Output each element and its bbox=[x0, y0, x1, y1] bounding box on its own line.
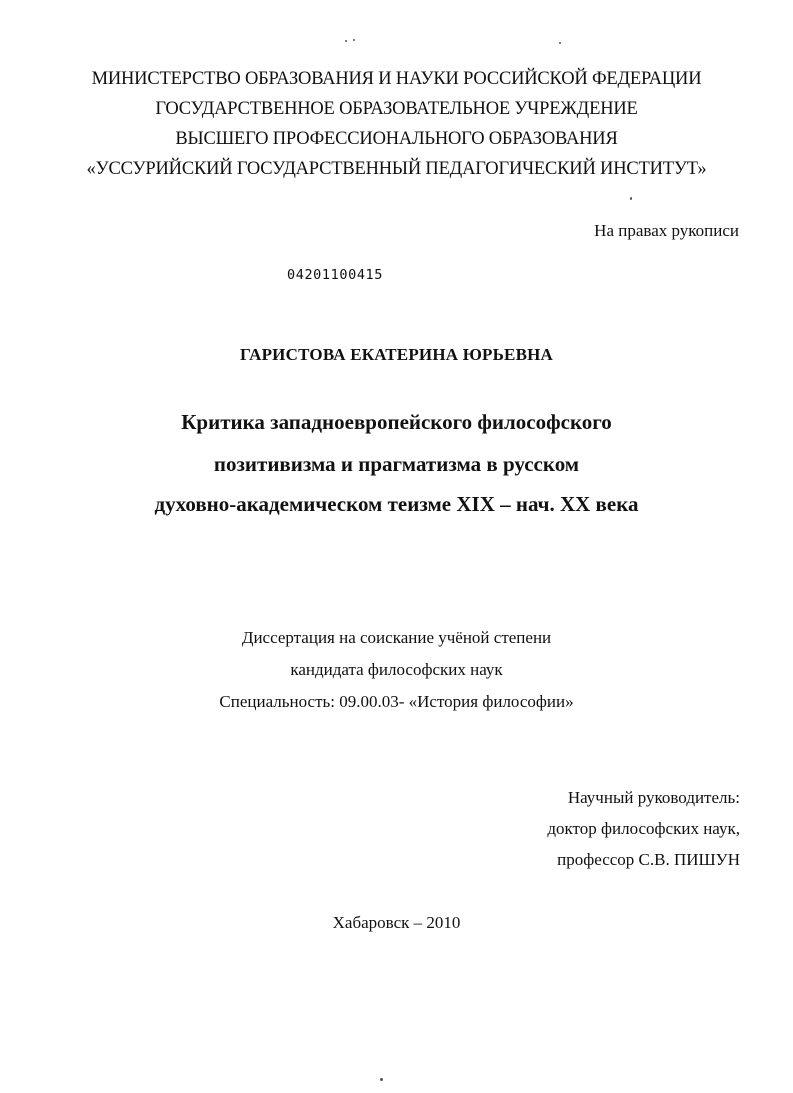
scan-speck bbox=[630, 197, 632, 200]
scan-speck bbox=[353, 39, 355, 41]
institution-line-3: ВЫСШЕГО ПРОФЕССИОНАЛЬНОГО ОБРАЗОВАНИЯ bbox=[175, 129, 618, 149]
city-year: Хабаровск – 2010 bbox=[332, 913, 461, 932]
scan-speck bbox=[559, 42, 561, 44]
author-name: ГАРИСТОВА ЕКАТЕРИНА ЮРЬЕВНА bbox=[239, 345, 554, 364]
degree-line-2: кандидата философских наук bbox=[290, 660, 503, 679]
advisor-degree: доктор философских наук, bbox=[547, 819, 740, 838]
registration-number: 04201100415 bbox=[287, 267, 384, 283]
advisor-name: профессор С.В. ПИШУН bbox=[557, 850, 740, 869]
degree-line-1: Диссертация на соискание учёной степени bbox=[241, 628, 552, 647]
specialty-line: Специальность: 09.00.03- «История философии» bbox=[219, 692, 574, 711]
thesis-title-line-1: Критика западноевропейского философского bbox=[181, 410, 612, 434]
scan-speck bbox=[380, 1078, 383, 1081]
thesis-title-line-3: духовно-академическом теизме XIX – нач. XX века bbox=[154, 492, 639, 516]
scan-speck bbox=[345, 40, 347, 42]
institution-line-1: МИНИСТЕРСТВО ОБРАЗОВАНИЯ И НАУКИ РОССИЙСКОЙ ФЕДЕРАЦИИ bbox=[91, 69, 702, 89]
institution-line-4: «УССУРИЙСКИЙ ГОСУДАРСТВЕННЫЙ ПЕДАГОГИЧЕСКИЙ ИНСТИТУТ» bbox=[86, 159, 707, 179]
thesis-title-line-2: позитивизма и прагматизма в русском bbox=[213, 452, 580, 476]
institution-line-2: ГОСУДАРСТВЕННОЕ ОБРАЗОВАТЕЛЬНОЕ УЧРЕЖДЕНИЕ bbox=[155, 99, 638, 119]
manuscript-note: На правах рукописи bbox=[594, 221, 739, 240]
advisor-heading: Научный руководитель: bbox=[567, 788, 740, 807]
